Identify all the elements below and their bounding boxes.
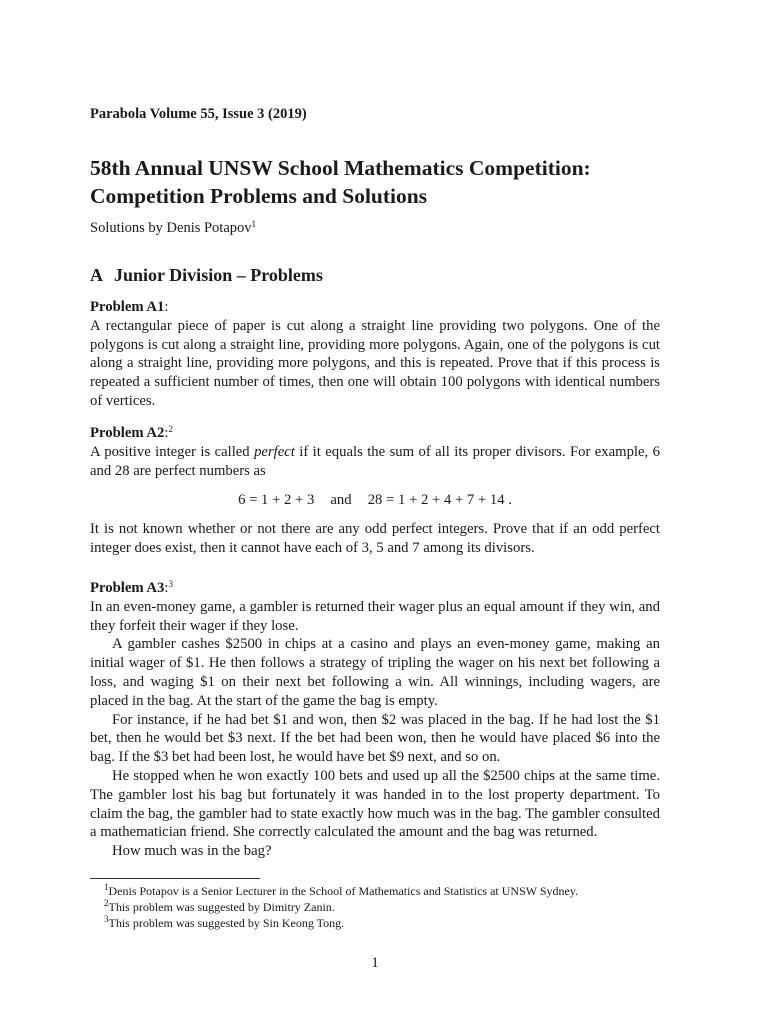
problem-a3 <box>90 579 660 861</box>
title-line-1: 58th Annual UNSW School Mathematics Competition: <box>90 156 591 180</box>
problem-a3-paragraph-5: How much was in the bag? <box>112 843 272 860</box>
problem-a2-emphasis: perfect <box>254 443 295 460</box>
problem-a3-paragraph-1: In an even-money game, a gambler is returned their wager plus an equal amount if they win, and they forfeit their wager if they lose. <box>90 598 660 634</box>
footnote-divider <box>90 878 260 879</box>
footnote-2-mark: 2 <box>104 898 109 908</box>
problem-a3-paragraph-4: He stopped when he won exactly 100 bets and used up all the $2500 chips at the same time. The gambler lost his bag but fortunately it was handed in to the lost property department. To claim the bag, the gambler had to state exactly how much was in the bag. The gambler consulted a mathematician friend. She correctly calculated the amount and the bag was returned. <box>90 767 660 841</box>
footnote-3 <box>90 915 660 931</box>
byline <box>90 220 256 237</box>
problem-a3-paragraph-3: For instance, if he had bet $1 and won, then $2 was placed in the bag. If he had lost the $1 bet, then he would bet $3 next. If the bet had been won, then he would have placed $6 into the bag. If the $3 bet had been lost, he would have bet $9 next, and so on. <box>90 711 660 766</box>
section-title: Junior Division – Problems <box>114 265 323 285</box>
footnote-mark-3: 3 <box>168 579 173 589</box>
equation-right: 28 = 1 + 2 + 4 + 7 + 14 . <box>367 492 512 509</box>
footnote-mark-2: 2 <box>168 424 173 434</box>
footnote-1-text: Denis Potapov is a Senior Lecturer in the School of Mathematics and Statistics at UNSW Sydney. <box>108 884 579 898</box>
problem-a2 <box>90 424 660 558</box>
perfect-number-equation <box>90 491 660 510</box>
paper-title <box>90 154 690 210</box>
problem-a2-title: Problem A2 <box>90 425 165 441</box>
journal-header: Parabola Volume 55, Issue 3 (2019) <box>90 106 307 122</box>
page-number: 1 <box>371 955 379 971</box>
problem-a1 <box>90 298 660 411</box>
footnote-3-mark: 3 <box>104 914 109 924</box>
problem-a3-paragraph-2: A gambler cashes $2500 in chips at a casino and plays an even-money game, making an initial wager of $1. He then follows a strategy of tripling the wager on his next bet following a loss, and waging $1 on their next bet following a win. All winnings, including wagers, are placed in the bag. At the start of the game the bag is empty. <box>90 636 660 709</box>
title-line-2: Competition Problems and Solutions <box>90 184 428 208</box>
footnote-2 <box>90 899 660 915</box>
footnote-1 <box>90 883 660 899</box>
problem-a2-text <box>90 443 660 481</box>
problem-a1-colon: : <box>164 299 169 315</box>
footnote-1-mark: 1 <box>104 882 109 892</box>
footnotes <box>90 883 660 931</box>
problem-a1-text: A rectangular piece of paper is cut along a straight line providing two polygons. One of the polygons is cut along a straight line, providing more polygons. Again, one of the polygons is cut along a straight line, providing more polygons, and this is repeated. Prove that if this process is repeated a sufficient number of times, then one will obtain 100 polygons with identical numbers of vertices. <box>90 317 660 409</box>
problem-a1-title: Problem A1 <box>90 299 165 315</box>
section-number: A <box>90 265 103 285</box>
section-heading <box>90 265 323 286</box>
byline-text: Solutions by Denis Potapov <box>90 220 252 236</box>
problem-a2-text-2: It is not known whether or not there are any odd perfect integers. Prove that if an odd perfect integer does exist, then it cannot have each of 3, 5 and 7 among its divisors. <box>90 521 660 556</box>
problem-a3-colon: : <box>164 580 169 596</box>
problem-a2-text-before: A positive integer is called <box>90 443 255 460</box>
problem-a2-colon: : <box>164 425 169 441</box>
equation-left: 6 = 1 + 2 + 3 <box>238 492 315 509</box>
footnote-mark-1: 1 <box>251 219 257 229</box>
equation-and: and <box>330 492 352 509</box>
footnote-2-text: This problem was suggested by Dimitry Zanin. <box>108 900 335 914</box>
problem-a2-text-after: if it equals the sum of all its proper divisors. For example, 6 and 28 are perfect numbers as <box>90 443 660 479</box>
problem-a3-title: Problem A3 <box>90 580 165 596</box>
footnote-3-text: This problem was suggested by Sin Keong Tong. <box>108 916 345 930</box>
